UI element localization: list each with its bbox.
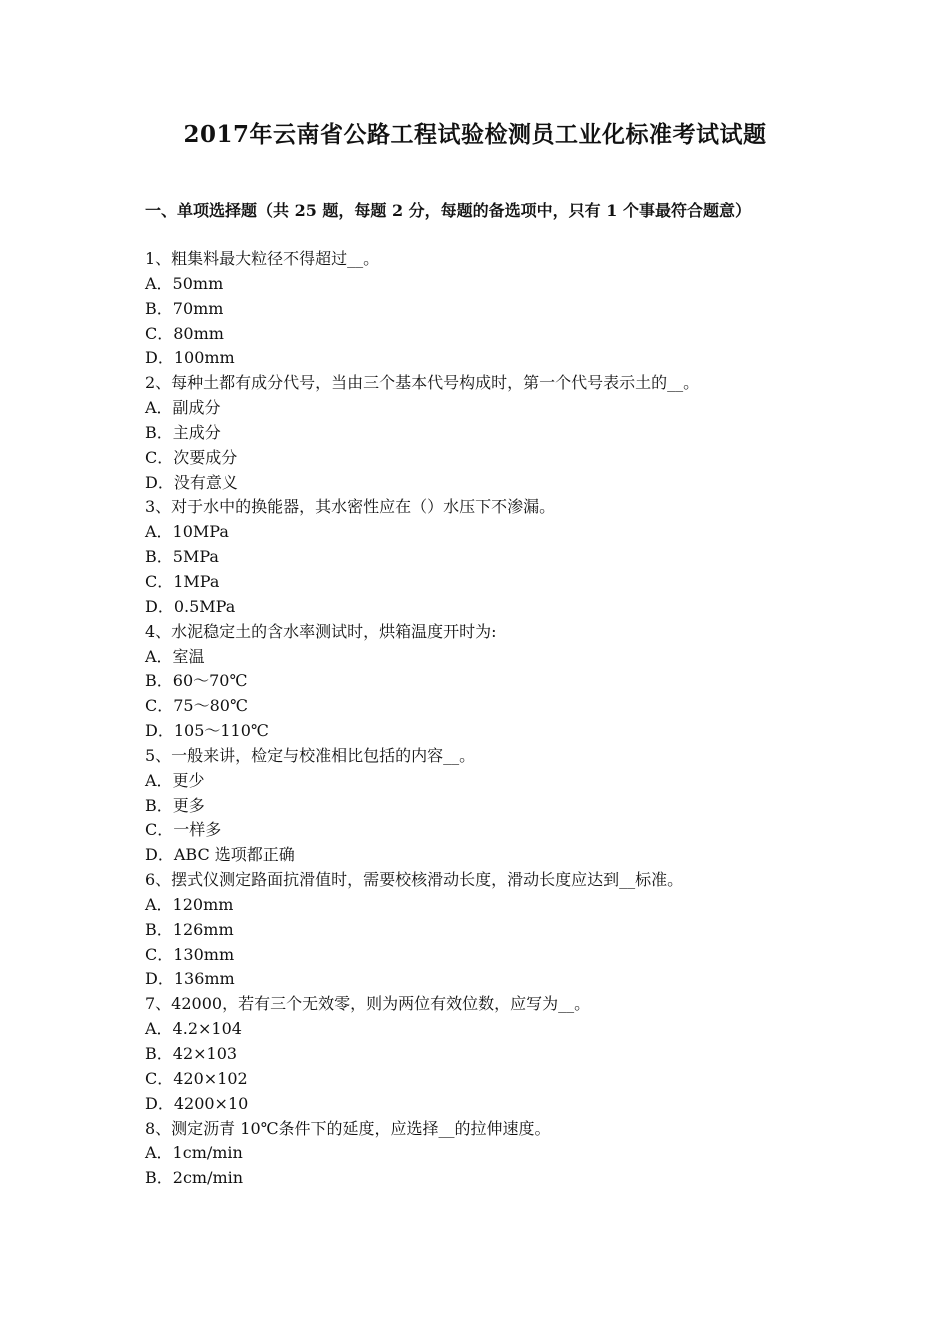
option-text: B．主成分	[145, 422, 221, 442]
question-list	[145, 247, 825, 1191]
option-text: B．2cm/min	[145, 1168, 244, 1188]
question-text: 2、每种土都有成分代号，当由三个基本代号构成时，第一个代号表示土的__。	[145, 373, 700, 393]
option-text: A．1cm/min	[145, 1143, 243, 1163]
section-heading: 一、单项选择题（共 25 题，每题 2 分，每题的备选项中，只有 1 个事最符合题意）	[145, 201, 751, 220]
option-text: A．10MPa	[145, 522, 229, 542]
question-text: 5、一般来讲，检定与校准相比包括的内容__。	[145, 745, 476, 765]
option-text: C．420×102	[145, 1068, 248, 1088]
question-text: 1、粗集料最大粒径不得超过__。	[145, 249, 380, 268]
option-text: D．4200×10	[145, 1093, 249, 1113]
option-text: D．136mm	[145, 969, 235, 989]
question-text: 3、对于水中的换能器，其水密性应在（）水压下不渗漏。	[145, 497, 556, 517]
option-text: D．0.5MPa	[145, 596, 236, 616]
option-text: D．没有意义	[145, 472, 238, 492]
option-text: A．4.2×104	[145, 1019, 242, 1039]
option-text: C．80mm	[145, 323, 224, 343]
question-text: 6、摆式仪测定路面抗滑值时，需要校核滑动长度，滑动长度应达到__标准。	[145, 870, 684, 890]
option-text: B．126mm	[145, 919, 234, 939]
option-text: A．室温	[145, 646, 205, 666]
option-text: D．105～110℃	[145, 721, 269, 741]
document-title: 2017年云南省公路工程试验检测员工业化标准考试试题	[183, 121, 767, 148]
option-text: B．5MPa	[145, 547, 219, 567]
option-text: A．更少	[145, 770, 205, 790]
question-text: 8、测定沥青 10℃条件下的延度，应选择__的拉伸速度。	[145, 1118, 551, 1138]
option-text: C．1MPa	[145, 571, 220, 591]
option-text: C．130mm	[145, 944, 235, 964]
option-text: D．ABC 选项都正确	[145, 845, 295, 865]
option-text: C．75～80℃	[145, 696, 248, 716]
option-text: C．一样多	[145, 820, 222, 840]
question-text: 7、42000，若有三个无效零，则为两位有效位数，应写为__。	[145, 994, 591, 1014]
option-text: B．60～70℃	[145, 671, 248, 691]
option-text: D．100mm	[145, 348, 235, 368]
option-text: B．70mm	[145, 298, 224, 318]
option-text: C．次要成分	[145, 447, 238, 467]
option-text: B．42×103	[145, 1044, 238, 1063]
option-text: A．50mm	[145, 273, 224, 293]
option-text: A．副成分	[145, 398, 221, 418]
question-text: 4、水泥稳定土的含水率测试时，烘箱温度开时为:	[145, 621, 497, 641]
option-text: B．更多	[145, 795, 205, 815]
option-text: A．120mm	[145, 894, 234, 914]
